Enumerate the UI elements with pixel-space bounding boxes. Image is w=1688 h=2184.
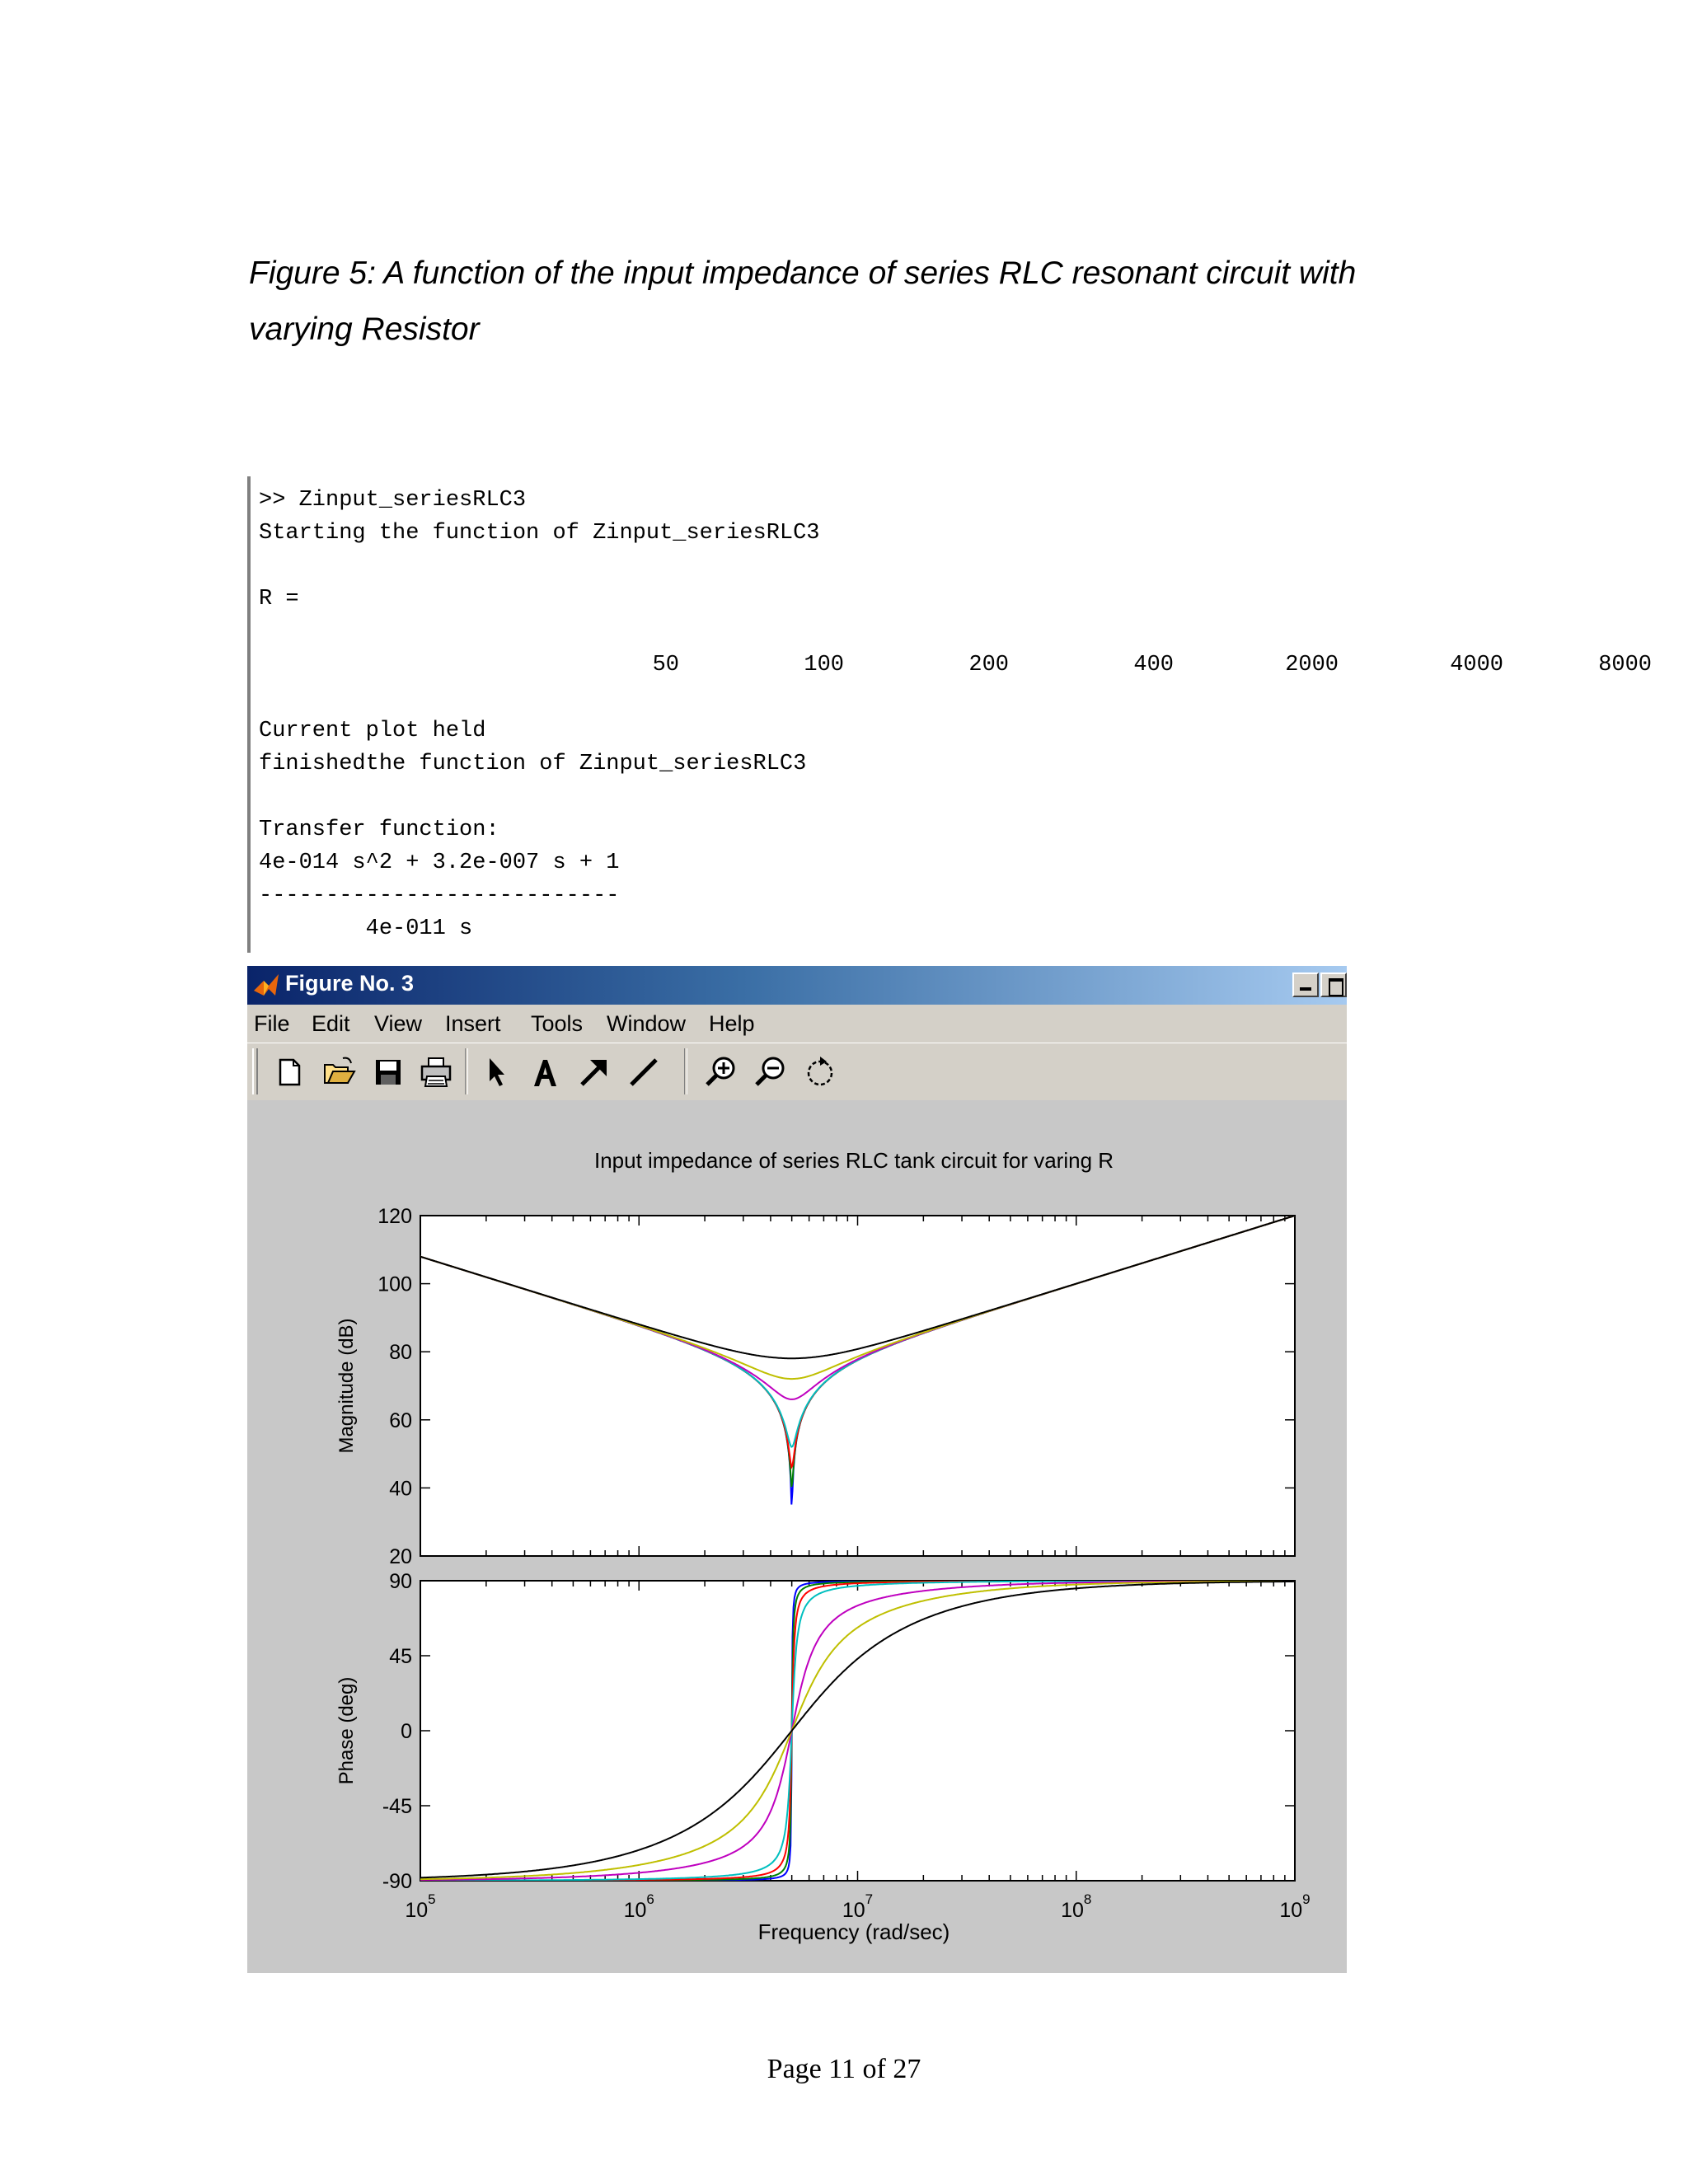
x-tick-label: $10^6$ [623, 1891, 654, 1922]
x-axis-label: Frequency (rad/sec) [757, 1919, 950, 1944]
figure-plot-area [247, 1100, 1347, 1973]
figure-title: Figure No. 3 [285, 971, 415, 996]
caption-line-2: varying Resistor [249, 312, 480, 347]
r-value: 8000 [1598, 653, 1652, 677]
console-line: finishedthe function of Zinput_seriesRLC3 [259, 752, 807, 776]
edit-plot-arrow-icon[interactable] [476, 1053, 514, 1091]
menu-insert[interactable]: Insert [445, 1011, 501, 1036]
x-tick-label: $10^9$ [1279, 1891, 1311, 1922]
r-value: 2000 [1285, 653, 1339, 677]
menu-file[interactable]: File [254, 1011, 290, 1036]
toolbar-separator [465, 1048, 468, 1094]
maximize-button[interactable] [1320, 972, 1347, 997]
magnitude-axes [335, 1205, 1295, 1568]
r-value: 400 [1133, 653, 1174, 677]
x-tick-label: $10^8$ [1061, 1891, 1092, 1922]
phase-axes-box [420, 1581, 1295, 1881]
insert-text-icon[interactable] [526, 1053, 564, 1091]
r-value: 50 [652, 653, 679, 677]
r-value: 100 [804, 653, 844, 677]
figure-title-bar[interactable] [247, 966, 1347, 1005]
magnitude-axes-box [420, 1216, 1295, 1556]
bode-plot [247, 1100, 1347, 1973]
new-figure-icon[interactable] [270, 1053, 308, 1091]
insert-arrow-icon[interactable] [575, 1053, 613, 1091]
r-value: 4000 [1450, 653, 1503, 677]
console-line: Current plot held [259, 719, 486, 743]
phase-y-tick-label: 0 [401, 1720, 412, 1743]
console-line: 4e-011 s [259, 916, 473, 941]
page-number: Page 11 of 27 [767, 2054, 921, 2084]
rotate-icon[interactable] [801, 1053, 839, 1091]
menu-edit[interactable]: Edit [312, 1011, 350, 1036]
magnitude-y-tick-label: 40 [389, 1477, 412, 1501]
menu-help[interactable]: Help [709, 1011, 755, 1036]
phase-y-axis-label: Phase (deg) [335, 1676, 358, 1785]
chart-title: Input impedance of series RLC tank circuit for varing R [593, 1148, 1114, 1173]
menu-tools[interactable]: Tools [531, 1011, 584, 1036]
magnitude-y-axis-label: Magnitude (dB) [335, 1318, 358, 1454]
zoom-out-icon[interactable] [752, 1053, 790, 1091]
magnitude-y-tick-label: 120 [377, 1205, 412, 1228]
maximize-icon [1329, 978, 1343, 996]
phase-y-tick-label: -45 [382, 1795, 412, 1818]
phase-y-tick-label: -90 [382, 1870, 412, 1893]
console-line: >> Zinput_seriesRLC3 [259, 488, 527, 513]
menu-bar [247, 1005, 1347, 1043]
open-icon[interactable] [320, 1053, 358, 1091]
matlab-console-output [247, 476, 1652, 953]
magnitude-y-tick-label: 80 [389, 1341, 412, 1365]
menu-view[interactable]: View [374, 1011, 423, 1036]
x-tick-label: $10^5$ [405, 1891, 436, 1922]
r-value: 200 [968, 653, 1009, 677]
matlab-logo-icon [252, 971, 280, 999]
save-icon[interactable] [369, 1053, 407, 1091]
magnitude-y-tick-label: 60 [389, 1408, 412, 1432]
insert-line-icon[interactable] [625, 1053, 663, 1091]
magnitude-y-tick-label: 20 [389, 1545, 412, 1568]
zoom-in-icon[interactable] [702, 1053, 740, 1091]
figure-window [247, 966, 1347, 1973]
figure-toolbar [247, 1043, 1347, 1101]
console-line: R = [259, 587, 299, 612]
phase-y-tick-label: 90 [389, 1570, 412, 1593]
minimize-button[interactable] [1292, 972, 1319, 997]
minimize-icon [1300, 987, 1311, 991]
toolbar-grip[interactable] [252, 1048, 258, 1094]
magnitude-y-tick-label: 100 [377, 1272, 412, 1296]
print-icon[interactable] [417, 1053, 455, 1091]
x-tick-label: $10^7$ [842, 1891, 874, 1922]
console-line: Transfer function: [259, 818, 499, 842]
figure-caption [249, 246, 1469, 358]
phase-axes [335, 1570, 1311, 1922]
caption-line-1: Figure 5: A function of the input impedance of series RLC resonant circuit with [249, 255, 1357, 291]
console-line: Starting the function of Zinput_seriesRLC3 [259, 521, 820, 546]
console-line: 4e-014 s^2 + 3.2e-007 s + 1 [259, 851, 620, 875]
menu-window[interactable]: Window [607, 1011, 687, 1036]
console-line: --------------------------- [259, 883, 620, 908]
phase-y-tick-label: 45 [389, 1645, 412, 1668]
toolbar-separator [684, 1048, 687, 1094]
